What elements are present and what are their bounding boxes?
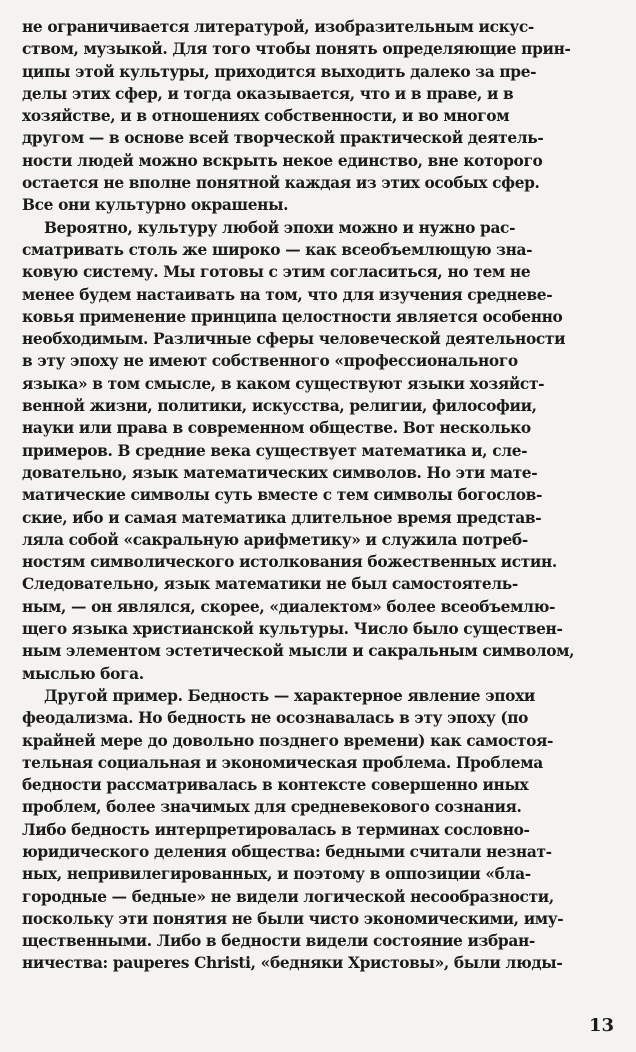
text-line: ным, — он являлся, скорее, «диалектом» более всеобъемлю- — [22, 597, 556, 616]
text-line: матические символы суть вместе с тем символы богослов- — [22, 486, 543, 505]
text-line: проблем, более значимых для средневекового сознания. — [22, 798, 522, 817]
text-line: поскольку эти понятия не были чисто экономическими, иму- — [22, 909, 564, 928]
text-line: Вероятно, культуру любой эпохи можно и нужно рас- — [44, 218, 516, 237]
text-line: необходимым. Различные сферы человеческой деятельности — [22, 330, 566, 349]
text-line: в эту эпоху не имеют собственного «профессионального — [22, 352, 518, 371]
text-line: Другой пример. Бедность — характерное явление эпохи — [44, 686, 535, 705]
text-line: ципы этой культуры, приходится выходить далеко за пре- — [22, 62, 537, 81]
text-line: ных, непривилегированных, и поэтому в оппозиции «бла- — [22, 865, 531, 884]
text-line: менее будем настаивать на том, что для изучения средневе- — [22, 285, 553, 304]
text-line: науки или права в современном обществе. Вот несколько — [22, 419, 531, 438]
text-line: ские, ибо и самая математика длительное время представ- — [22, 508, 542, 527]
text-line: бедности рассматривалась в контексте совершенно иных — [22, 776, 529, 795]
text-line: феодализма. Но бедность не осознавалась в эту эпоху (по — [22, 709, 529, 728]
text-line: юридического деления общества: бедными считали незнат- — [22, 842, 552, 861]
text-line: сматривать столь же широко — как всеобъемлющую зна- — [22, 240, 533, 259]
text-line: Следовательно, язык математики не был самостоятель- — [22, 575, 518, 594]
text-line: тельная социальная и экономическая проблема. Проблема — [22, 753, 543, 772]
text-line: Либо бедность интерпретировалась в терминах сословно- — [22, 820, 530, 839]
text-line: ничества: pauperes Christi, «бедняки Христовы», были люды- — [22, 954, 563, 973]
text-line: щественными. Либо в бедности видели состояние избран- — [22, 932, 535, 951]
text-line: крайней мере до довольно позднего времени) как самостоя- — [22, 731, 554, 750]
text-line: примеров. В средние века существует математика и, сле- — [22, 441, 528, 460]
text-line: делы этих сфер, и тогда оказывается, что и в праве, и в — [22, 84, 514, 103]
page-number: 13 — [588, 1015, 614, 1036]
text-line: ности людей можно вскрыть некое единство, вне которого — [22, 151, 543, 170]
text-line: довательно, язык математических символов. Но эти мате- — [22, 463, 538, 482]
text-line: ностям символического истолкования божественных истин. — [22, 553, 557, 572]
text-line: мыслью бога. — [22, 664, 144, 683]
text-line: городные — бедные» не видели логической несообразности, — [22, 887, 554, 906]
text-line: Все они культурно окрашены. — [22, 196, 289, 215]
text-line: другом — в основе всей творческой практической деятель- — [22, 129, 544, 148]
text-line: щего языка христианской культуры. Число было существен- — [22, 620, 563, 639]
text-line: ляла собой «сакральную арифметику» и служила потреб- — [22, 530, 528, 549]
text-line: ковья применение принципа целостности является особенно — [22, 307, 563, 326]
text-line: остается не вполне понятной каждая из этих особых сфер. — [22, 174, 540, 193]
text-line: не ограничивается литературой, изобразительным искус- — [22, 18, 534, 36]
text-line: венной жизни, политики, искусства, религии, философии, — [22, 397, 537, 416]
text-line: хозяйстве, и в отношениях собственности, и во многом — [22, 107, 510, 126]
text-line: ным элементом эстетической мысли и сакральным символом, — [22, 642, 575, 661]
text-line: ковую систему. Мы готовы с этим согласиться, но тем не — [22, 263, 531, 282]
page-body — [22, 16, 614, 975]
text-line: языка» в том смысле, в каком существуют языки хозяйст- — [22, 374, 545, 393]
text-line: ством, музыкой. Для того чтобы понять определяющие прин- — [22, 40, 571, 59]
